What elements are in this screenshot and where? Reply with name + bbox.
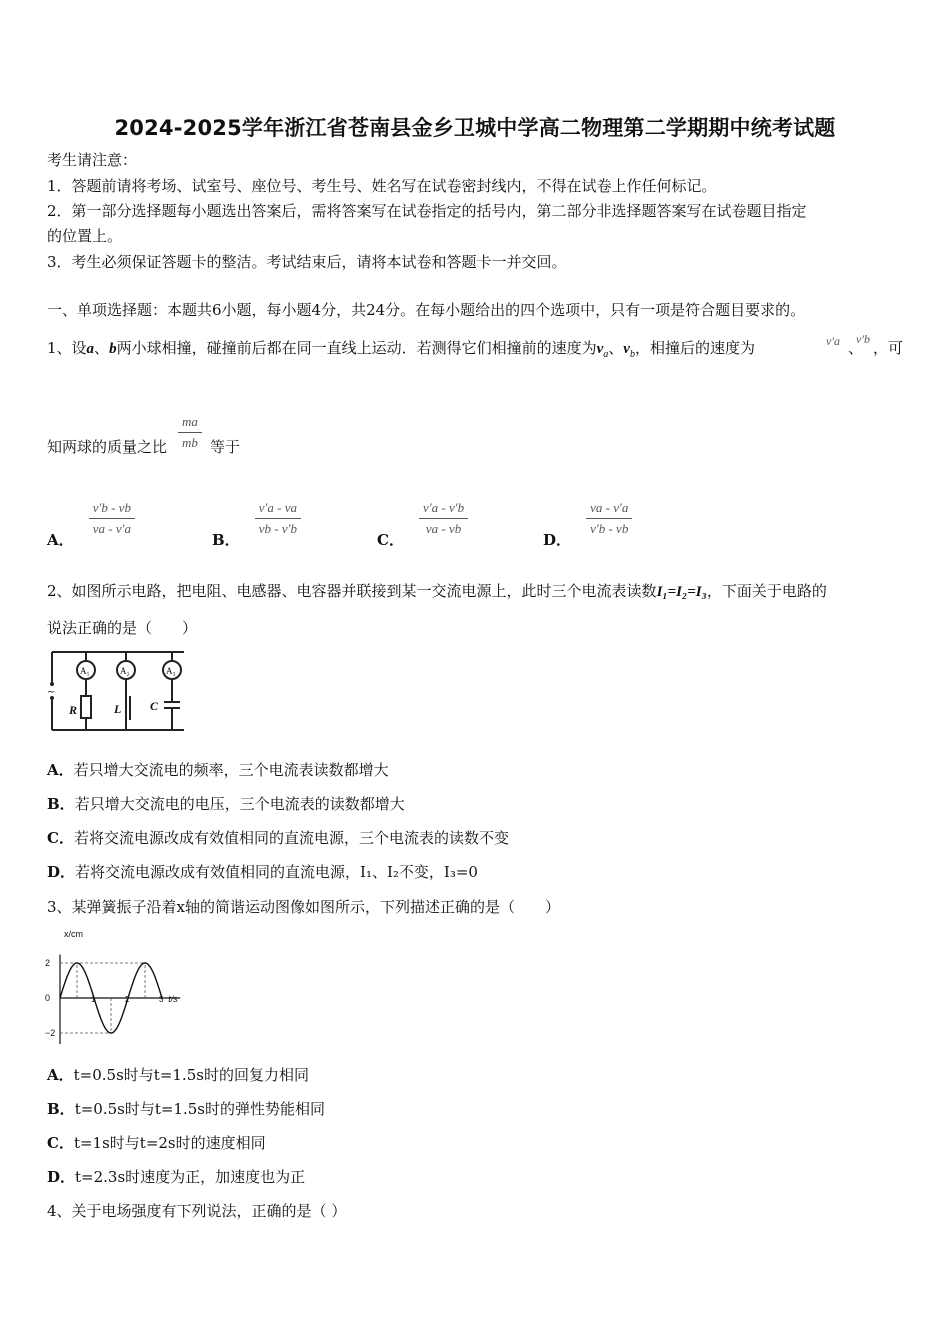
q3-option-c-label: C． [47, 1134, 74, 1152]
q2-option-d[interactable] [47, 862, 478, 882]
q3-chart [44, 926, 204, 1044]
q1-option-d-num: va - v′a [590, 500, 629, 515]
resistor-label: R [69, 703, 78, 717]
q1-option-c[interactable] [377, 500, 468, 549]
q1-ratio-den: mb [178, 432, 202, 451]
q2-option-d-text: 若将交流电源改成有效值相同的直流电源，I₁、I₂不变，I₃=0 [75, 863, 478, 881]
source-label: ~ [47, 687, 56, 698]
q2-stem-text: 2、如图所示电路，把电阻、电感器、电容器并联接到某一交流电源上，此时三个电流表读数 [47, 582, 657, 600]
q1-option-b-den: vb - v′b [255, 518, 301, 537]
q1-text-e: ，可 [873, 339, 904, 357]
meter-a3-label: A₃ [166, 666, 176, 676]
q1-text-a: 1、设 [47, 339, 87, 357]
q2-option-b[interactable] [47, 794, 405, 814]
notice-heading: 考生请注意： [47, 151, 138, 169]
q2-stem-line2: 说法正确的是（ ） [47, 619, 198, 637]
q3-option-a-text: t=0.5s时与t=1.5s时的回复力相同 [73, 1066, 309, 1084]
q1-option-a-den: va - v′a [89, 518, 135, 537]
q1-option-a-frac [89, 500, 135, 537]
q2-circuit-diagram [44, 646, 192, 736]
q1-option-d-den: v′b - vb [586, 518, 632, 537]
capacitor-label: C [150, 699, 159, 713]
q3-option-d-text: t=2.3s时速度为正，加速度也为正 [75, 1168, 306, 1186]
q1-text-and: 、 [94, 339, 110, 357]
q2-option-b-text: 若只增大交流电的电压，三个电流表的读数都增大 [74, 795, 405, 813]
q3-stem: 3、某弹簧振子沿着x轴的简谐运动图像如图所示，下列描述正确的是（ ） [47, 898, 561, 916]
q1-stem-line2: 知两球的质量之比 [47, 438, 168, 456]
resistor-r [81, 696, 91, 718]
q3-option-b-text: t=0.5s时与t=1.5s时的弹性势能相同 [74, 1100, 325, 1118]
q1-vsep: 、 [608, 339, 624, 357]
q1-option-d-frac [586, 500, 632, 537]
q2-option-a-label: A． [47, 761, 74, 779]
inductor-label: L [114, 702, 122, 716]
q1-text-b: 两小球相撞，碰撞前后都在同一直线上运动．若测得它们相撞前的速度为 [116, 339, 597, 357]
q1-va-prime: v′a [826, 334, 840, 348]
q1-va: v [596, 341, 604, 357]
q1-option-d-label: D． [543, 531, 572, 549]
q2-option-a-text: 若只增大交流电的频率，三个电流表读数都增大 [73, 761, 389, 779]
q2-stem-eq: I₁=I₂=I₃ [656, 584, 707, 600]
q1-var-b: b [109, 341, 117, 357]
meter-a2-label: A₂ [120, 666, 130, 676]
q1-text-d: 、 [848, 339, 864, 357]
q1-option-a[interactable] [47, 500, 135, 549]
q1-vb: v [623, 341, 630, 357]
q2-option-c-text: 若将交流电源改成有效值相同的直流电源，三个电流表的读数不变 [73, 829, 509, 847]
q3-chart-xlabel: t/s [168, 994, 178, 1004]
q1-option-b-label: B． [212, 531, 240, 549]
q2-option-c-label: C． [47, 829, 74, 847]
q1-option-d[interactable] [543, 500, 632, 549]
q3-option-d-label: D． [47, 1168, 76, 1186]
q1-option-a-num: v′b - vb [92, 500, 131, 515]
q3-option-b-label: B． [47, 1100, 75, 1118]
q1-option-b-frac [255, 500, 301, 537]
q3-option-a[interactable] [47, 1065, 309, 1085]
meter-a1-label: A₁ [80, 666, 90, 676]
notice-item-2: 2．第一部分选择题每小题选出答案后，需将答案写在试卷指定的括号内，第二部分非选择题答案写在试卷题目指定 [47, 202, 807, 220]
q4-stem: 4、关于电场强度有下列说法，正确的是（ ） [47, 1202, 347, 1220]
q3-chart-ylabel: x/cm [64, 929, 83, 939]
q1-stem-line2-end: 等于 [210, 438, 241, 456]
notice-item-1: 1．答题前请将考场、试室号、座位号、考生号、姓名写在试卷密封线内，不得在试卷上作任何标记。 [47, 177, 717, 195]
q3-option-c-text: t=1s时与t=2s时的速度相同 [73, 1134, 266, 1152]
q1-var-a: a [86, 341, 95, 357]
q1-vb-sub: b [629, 349, 635, 360]
q3-option-c[interactable] [47, 1133, 266, 1153]
q1-option-b-num: v′a - va [258, 500, 297, 515]
page-title: 2024-2025学年浙江省苍南县金乡卫城中学高二物理第二学期期中统考试题 [114, 116, 836, 140]
q2-option-d-label: D． [47, 863, 76, 881]
q1-option-b[interactable] [212, 500, 301, 549]
q1-option-c-num: v′a - v′b [423, 500, 465, 515]
q3-option-a-label: A． [47, 1066, 74, 1084]
q1-va-sub: a [603, 349, 609, 360]
q3-option-b[interactable] [47, 1099, 325, 1119]
section-heading: 一、单项选择题：本题共6小题，每小题4分，共24分。在每小题给出的四个选项中，只有一项是符合题目要求的。 [47, 301, 806, 319]
q3-ytick-label: −2 [45, 1028, 56, 1038]
q1-vb-prime: v′b [856, 332, 870, 346]
q2-stem-text-end: ，下面关于电路的 [706, 582, 827, 600]
q1-option-c-frac [419, 500, 468, 537]
q1-ratio-num: ma [182, 414, 198, 429]
notice-item-2-cont: 的位置上。 [47, 227, 123, 245]
q1-option-c-label: C． [377, 531, 404, 549]
q1-text-c: ，相撞后的速度为 [634, 339, 755, 357]
q1-option-a-label: A． [47, 531, 74, 549]
q1-stem-line1 [47, 338, 755, 365]
q3-ytick-label: 2 [45, 958, 51, 968]
notice-item-3: 3．考生必须保证答题卡的整洁。考试结束后，请将本试卷和答题卡一并交回。 [47, 253, 567, 271]
q2-option-b-label: B． [47, 795, 75, 813]
q2-option-c[interactable] [47, 828, 509, 848]
q3-ytick-label: 0 [45, 993, 51, 1003]
q3-option-d[interactable] [47, 1167, 305, 1187]
q3-xtick-label: 3 [159, 995, 164, 1004]
q3-xtick-label: 2 [125, 995, 130, 1004]
q3-xtick-label: 1 [91, 995, 96, 1004]
q2-stem-line1 [47, 581, 827, 602]
q1-mass-ratio [178, 414, 202, 451]
q1-option-c-den: va - vb [419, 518, 468, 537]
q2-option-a[interactable] [47, 760, 389, 780]
source-terminal-top [50, 682, 54, 686]
